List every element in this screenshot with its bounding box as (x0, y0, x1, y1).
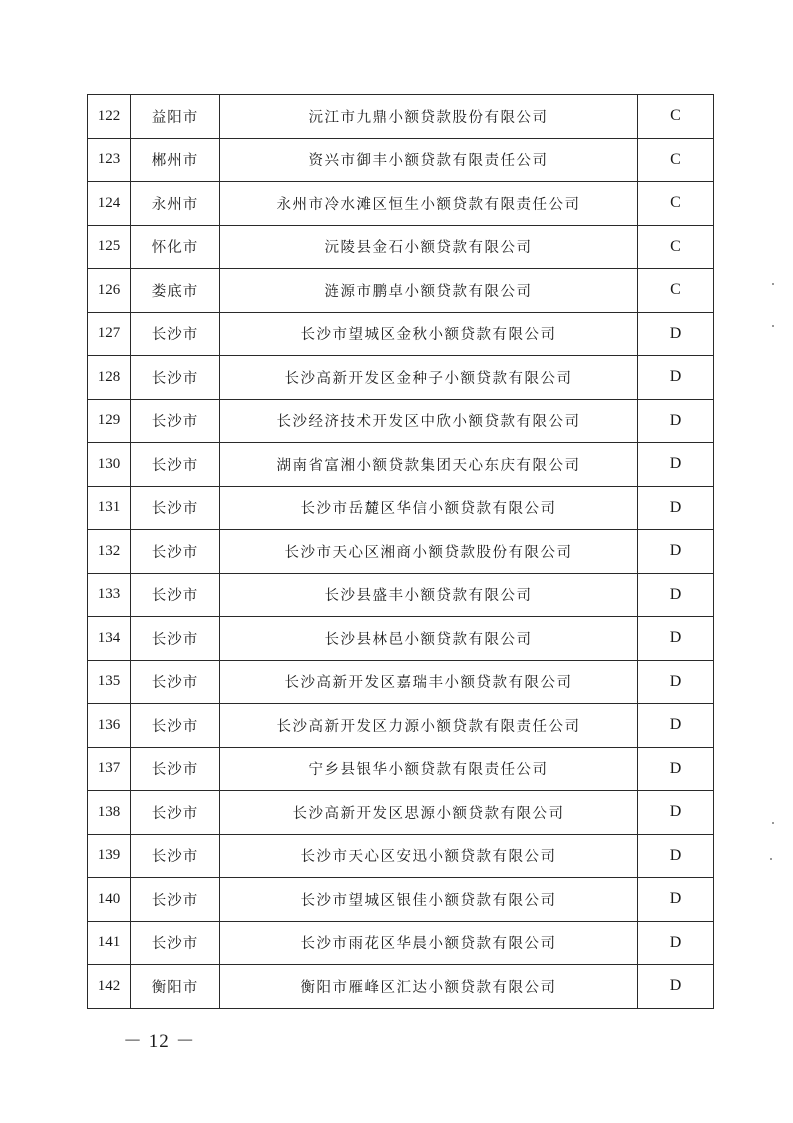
row-number: 127 (88, 312, 131, 356)
rating-grade-cell: D (638, 704, 714, 748)
table-row (88, 443, 714, 487)
table-row (88, 573, 714, 617)
city-cell: 衡阳市 (131, 965, 220, 1009)
rating-grade-cell: C (638, 95, 714, 139)
row-number: 122 (88, 95, 131, 139)
company-name-cell: 长沙市岳麓区华信小额贷款有限公司 (220, 486, 638, 530)
page-number: － 12 － (123, 1031, 196, 1052)
row-number: 128 (88, 356, 131, 400)
rating-grade-cell: D (638, 312, 714, 356)
table-row (88, 356, 714, 400)
rating-grade-cell: D (638, 660, 714, 704)
row-number: 130 (88, 443, 131, 487)
table-row (88, 486, 714, 530)
table-row (88, 617, 714, 661)
company-name-cell: 长沙市天心区安迅小额贷款有限公司 (220, 834, 638, 878)
rating-grade-cell: D (638, 486, 714, 530)
row-number: 135 (88, 660, 131, 704)
company-name-cell: 衡阳市雁峰区汇达小额贷款有限公司 (220, 965, 638, 1009)
rating-grade-cell: C (638, 138, 714, 182)
city-cell: 长沙市 (131, 573, 220, 617)
rating-grade-cell: D (638, 965, 714, 1009)
city-cell: 长沙市 (131, 443, 220, 487)
rating-grade-cell: D (638, 399, 714, 443)
city-cell: 长沙市 (131, 617, 220, 661)
company-name-cell: 长沙市雨花区华晨小额贷款有限公司 (220, 921, 638, 965)
rating-grade-cell: D (638, 791, 714, 835)
rating-grade-cell: D (638, 617, 714, 661)
row-number: 132 (88, 530, 131, 574)
city-cell: 郴州市 (131, 138, 220, 182)
scan-speck (772, 325, 774, 327)
rating-grade-cell: D (638, 834, 714, 878)
row-number: 126 (88, 269, 131, 313)
company-name-cell: 湖南省富湘小额贷款集团天心东庆有限公司 (220, 443, 638, 487)
row-number: 133 (88, 573, 131, 617)
company-name-cell: 沅陵县金石小额贷款有限公司 (220, 225, 638, 269)
row-number: 131 (88, 486, 131, 530)
table-row (88, 747, 714, 791)
table-row (88, 95, 714, 139)
row-number: 129 (88, 399, 131, 443)
company-name-cell: 长沙高新开发区力源小额贷款有限责任公司 (220, 704, 638, 748)
row-number: 139 (88, 834, 131, 878)
city-cell: 永州市 (131, 182, 220, 226)
rating-grade-cell: D (638, 747, 714, 791)
row-number: 136 (88, 704, 131, 748)
row-number: 123 (88, 138, 131, 182)
table-body (88, 95, 714, 1009)
table-row (88, 138, 714, 182)
rating-grade-cell: C (638, 269, 714, 313)
loan-company-rating-table (87, 94, 714, 1009)
city-cell: 怀化市 (131, 225, 220, 269)
company-name-cell: 长沙高新开发区思源小额贷款有限公司 (220, 791, 638, 835)
row-number: 125 (88, 225, 131, 269)
table-row (88, 660, 714, 704)
rating-grade-cell: D (638, 356, 714, 400)
city-cell: 娄底市 (131, 269, 220, 313)
city-cell: 长沙市 (131, 312, 220, 356)
scan-speck (770, 858, 772, 860)
row-number: 141 (88, 921, 131, 965)
company-name-cell: 宁乡县银华小额贷款有限责任公司 (220, 747, 638, 791)
row-number: 142 (88, 965, 131, 1009)
city-cell: 长沙市 (131, 747, 220, 791)
company-name-cell: 长沙市望城区金秋小额贷款有限公司 (220, 312, 638, 356)
city-cell: 长沙市 (131, 530, 220, 574)
scan-speck (772, 283, 774, 285)
city-cell: 长沙市 (131, 399, 220, 443)
rating-grade-cell: D (638, 921, 714, 965)
company-name-cell: 长沙经济技术开发区中欣小额贷款有限公司 (220, 399, 638, 443)
rating-grade-cell: C (638, 225, 714, 269)
table-row (88, 182, 714, 226)
table-row (88, 225, 714, 269)
table-row (88, 791, 714, 835)
rating-grade-cell: D (638, 878, 714, 922)
city-cell: 长沙市 (131, 791, 220, 835)
company-name-cell: 长沙县盛丰小额贷款有限公司 (220, 573, 638, 617)
table-row (88, 704, 714, 748)
table-row (88, 312, 714, 356)
city-cell: 长沙市 (131, 834, 220, 878)
city-cell: 长沙市 (131, 878, 220, 922)
row-number: 124 (88, 182, 131, 226)
city-cell: 长沙市 (131, 660, 220, 704)
row-number: 134 (88, 617, 131, 661)
city-cell: 益阳市 (131, 95, 220, 139)
rating-grade-cell: D (638, 443, 714, 487)
scan-speck (772, 822, 774, 824)
city-cell: 长沙市 (131, 704, 220, 748)
row-number: 137 (88, 747, 131, 791)
rating-grade-cell: D (638, 530, 714, 574)
company-name-cell: 长沙市望城区银佳小额贷款有限公司 (220, 878, 638, 922)
rating-grade-cell: C (638, 182, 714, 226)
company-name-cell: 资兴市御丰小额贷款有限责任公司 (220, 138, 638, 182)
city-cell: 长沙市 (131, 486, 220, 530)
city-cell: 长沙市 (131, 921, 220, 965)
company-name-cell: 长沙高新开发区金种子小额贷款有限公司 (220, 356, 638, 400)
company-name-cell: 长沙县林邑小额贷款有限公司 (220, 617, 638, 661)
table-row (88, 530, 714, 574)
city-cell: 长沙市 (131, 356, 220, 400)
row-number: 140 (88, 878, 131, 922)
company-name-cell: 长沙市天心区湘商小额贷款股份有限公司 (220, 530, 638, 574)
table-row (88, 399, 714, 443)
company-name-cell: 涟源市鹏卓小额贷款有限公司 (220, 269, 638, 313)
table-row (88, 965, 714, 1009)
table-row (88, 269, 714, 313)
row-number: 138 (88, 791, 131, 835)
company-name-cell: 永州市冷水滩区恒生小额贷款有限责任公司 (220, 182, 638, 226)
table-row (88, 834, 714, 878)
company-name-cell: 沅江市九鼎小额贷款股份有限公司 (220, 95, 638, 139)
company-name-cell: 长沙高新开发区嘉瑞丰小额贷款有限公司 (220, 660, 638, 704)
rating-grade-cell: D (638, 573, 714, 617)
table-row (88, 921, 714, 965)
table-row (88, 878, 714, 922)
